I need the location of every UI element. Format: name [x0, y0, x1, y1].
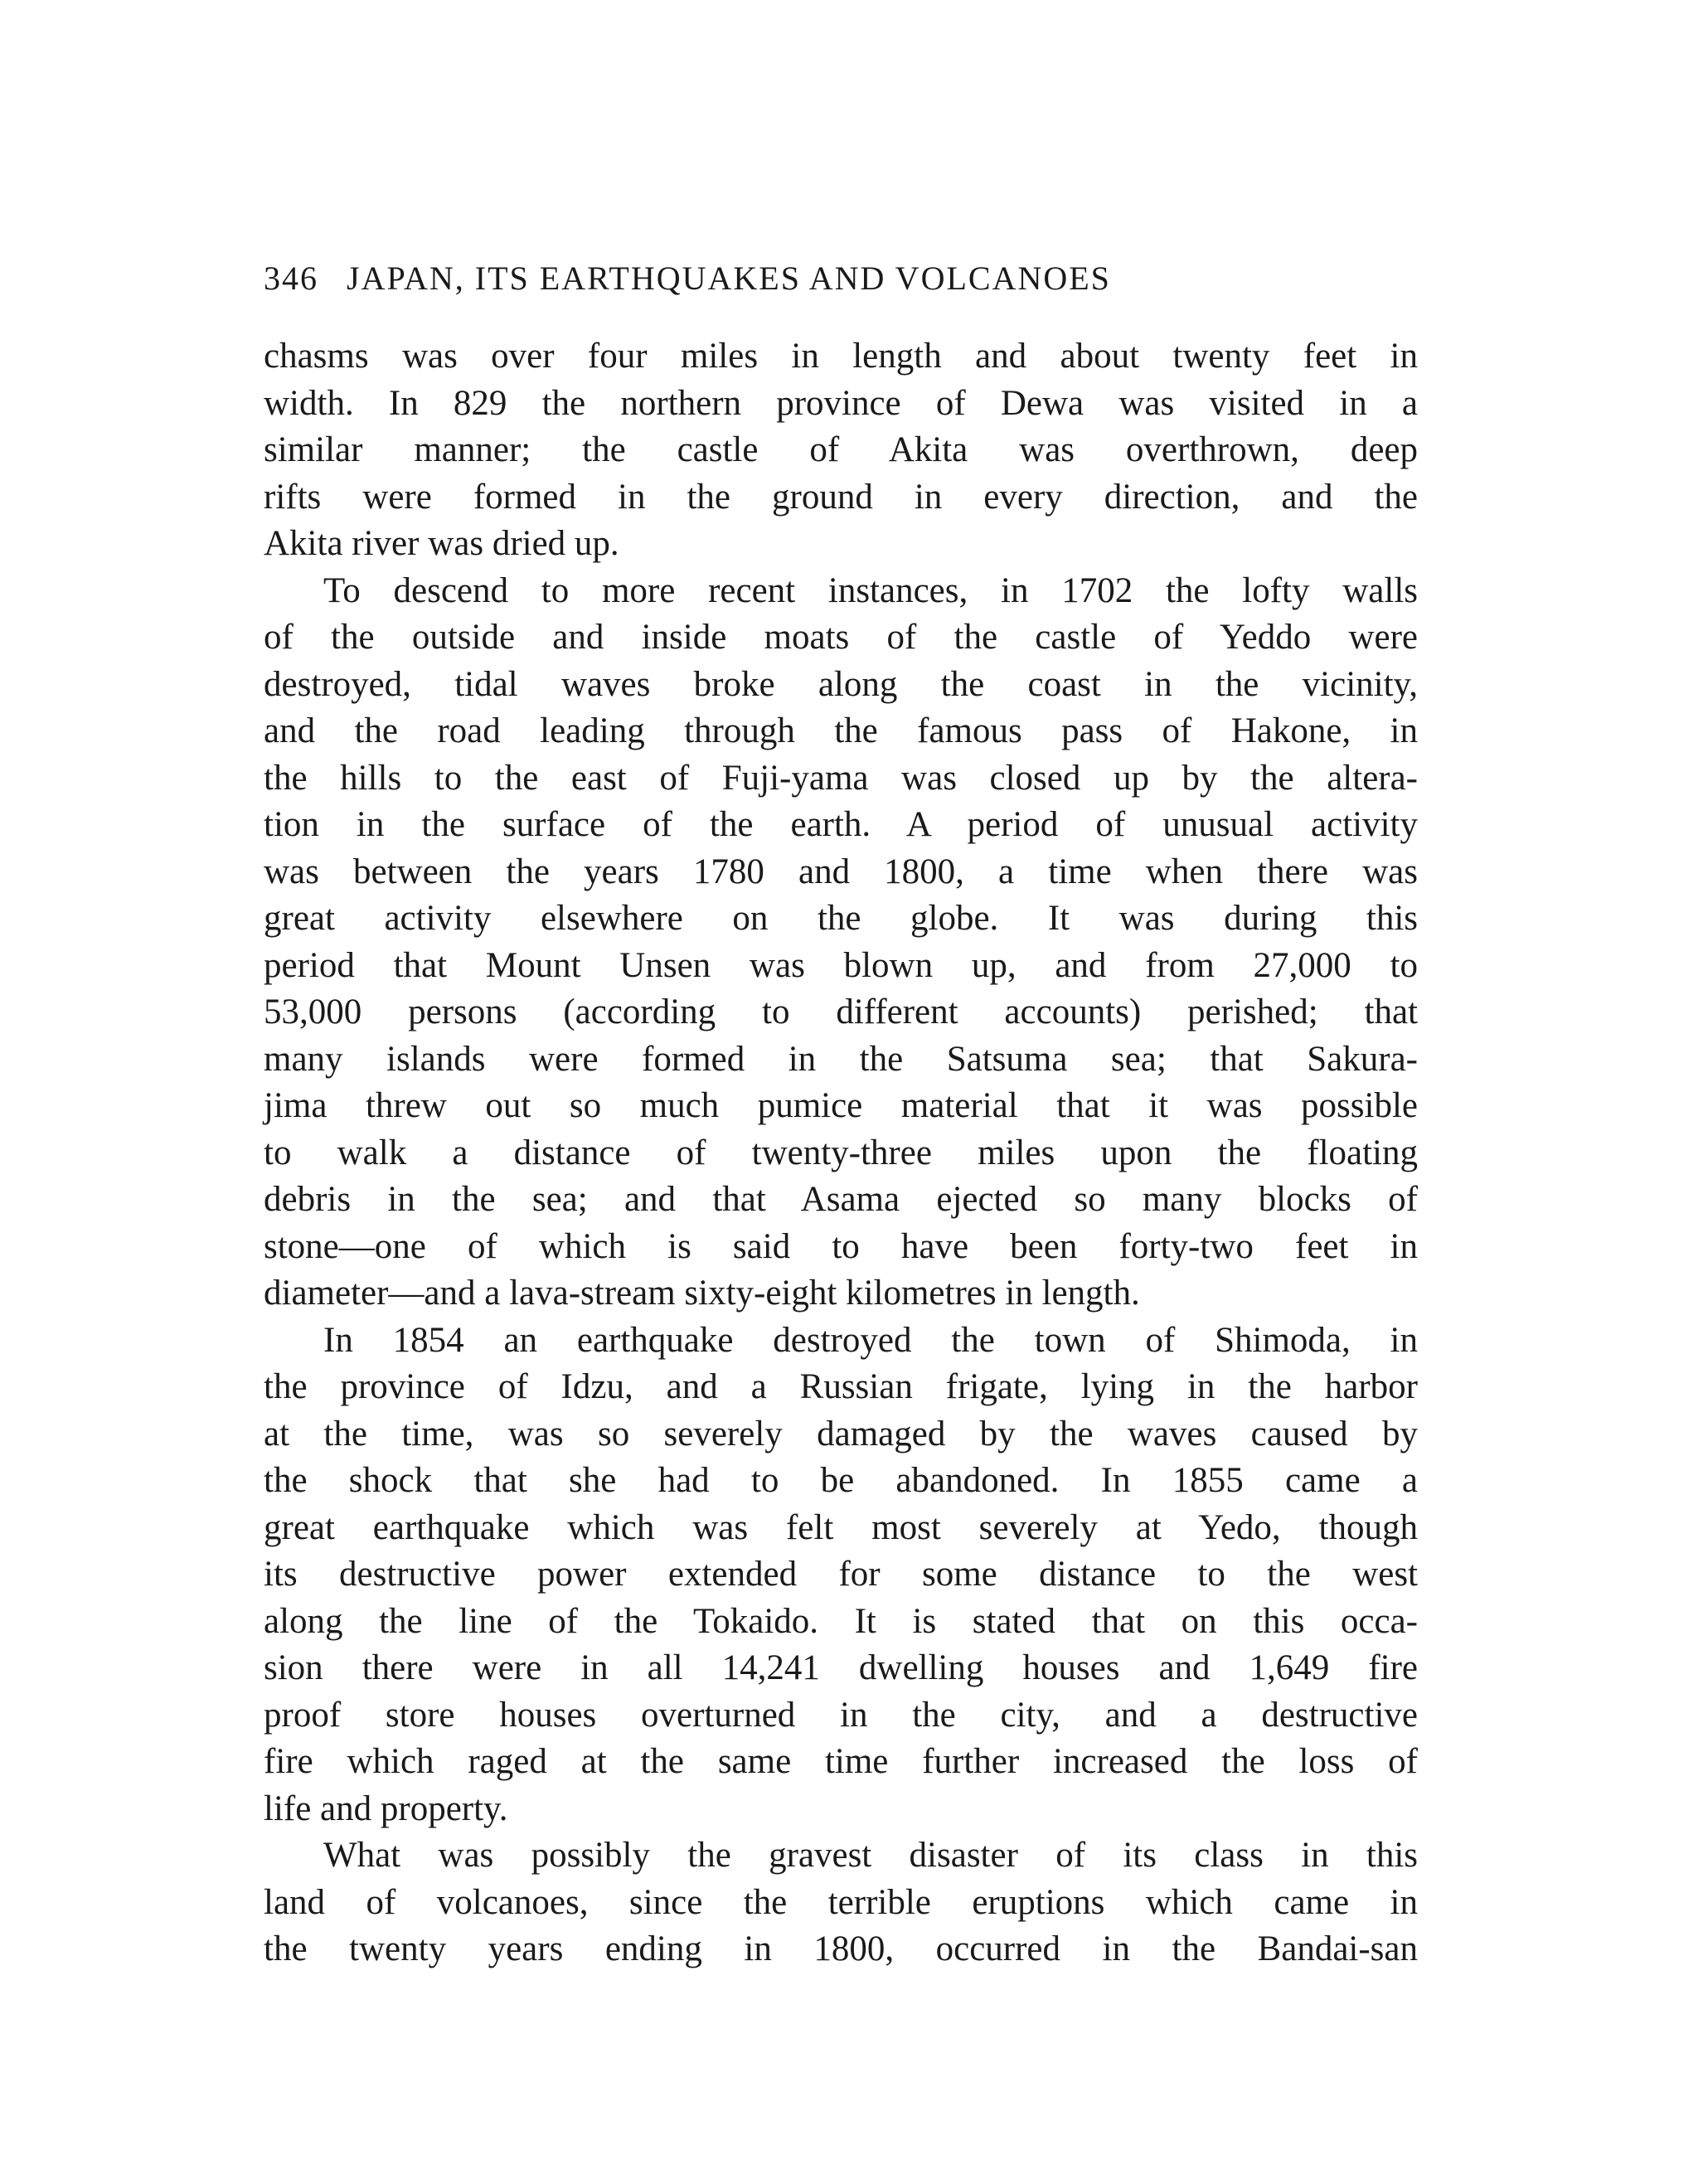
page-number: 346 [264, 260, 318, 297]
text-line: width. In 829 the northern province of Dewa was visited in a [264, 383, 1418, 423]
text-line: the province of Idzu, and a Russian frigate, lying in the harbor [264, 1367, 1418, 1406]
text-line: was between the years 1780 and 1800, a time when there was [264, 852, 1418, 891]
text-line: life and property. [264, 1788, 508, 1828]
text-line: Akita river was dried up. [264, 524, 619, 563]
text-line: fire which raged at the same time further increased the loss of [264, 1742, 1418, 1781]
text-line: many islands were formed in the Satsuma sea; that Sakura- [264, 1039, 1418, 1079]
paragraph [264, 568, 1418, 1318]
text-line: of the outside and inside moats of the castle of Yeddo were [264, 618, 1418, 657]
text-line: In 1854 an earthquake destroyed the town of Shimoda, in [323, 1320, 1418, 1360]
text-line: debris in the sea; and that Asama ejected so many blocks of [264, 1180, 1418, 1219]
text-line: similar manner; the castle of Akita was overthrown, deep [264, 430, 1418, 469]
text-line: great earthquake which was felt most severely at Yedo, though [264, 1507, 1418, 1547]
text-line: 53,000 persons (according to different accounts) perished; that [264, 993, 1418, 1031]
running-header [264, 259, 1342, 298]
text-line: period that Mount Unsen was blown up, and from 27,000 to [264, 945, 1418, 985]
text-line: stone—one of which is said to have been forty-two feet in [264, 1226, 1418, 1266]
text-line: diameter—and a lava-stream sixty-eight kilometres in length. [264, 1274, 1140, 1313]
text-line: chasms was over four miles in length and about twenty feet in [264, 337, 1418, 376]
paragraph [264, 1832, 1418, 1973]
paragraph [264, 333, 1418, 568]
text-line: and the road leading through the famous pass of Hakone, in [264, 711, 1418, 750]
text-line: proof store houses overturned in the city, and a destructive [264, 1695, 1418, 1735]
text-line: to walk a distance of twenty-three miles upon the floating [264, 1133, 1418, 1172]
page-body [264, 333, 1418, 1973]
text-line: the hills to the east of Fuji-yama was closed up by the altera- [264, 758, 1418, 798]
paragraph [264, 1318, 1418, 1833]
text-line: What was possibly the gravest disaster of its class in this [323, 1836, 1418, 1875]
running-title: JAPAN, ITS EARTHQUAKES AND VOLCANOES [347, 260, 1111, 297]
text-line: rifts were formed in the ground in every direction, and the [264, 477, 1418, 517]
text-line: the shock that she had to be abandoned. In 1855 came a [264, 1461, 1418, 1500]
text-line: its destructive power extended for some distance to the west [264, 1555, 1418, 1594]
text-line: jima threw out so much pumice material that it was possible [264, 1086, 1418, 1125]
text-line: destroyed, tidal waves broke along the coast in the vicinity, [264, 664, 1418, 704]
text-line: the twenty years ending in 1800, occurred in the Bandai-san [264, 1929, 1418, 1968]
text-line: sion there were in all 14,241 dwelling houses and 1,649 fire [264, 1648, 1418, 1687]
text-line: tion in the surface of the earth. A period of unusual activity [264, 805, 1418, 844]
text-line: great activity elsewhere on the globe. It was during this [264, 899, 1418, 938]
text-line: at the time, was so severely damaged by the waves caused by [264, 1414, 1418, 1454]
text-line: along the line of the Tokaido. It is stated that on this occa- [264, 1601, 1418, 1641]
text-line: To descend to more recent instances, in 1702 the lofty walls [323, 570, 1418, 610]
text-line: land of volcanoes, since the terrible eruptions which came in [264, 1882, 1418, 1922]
